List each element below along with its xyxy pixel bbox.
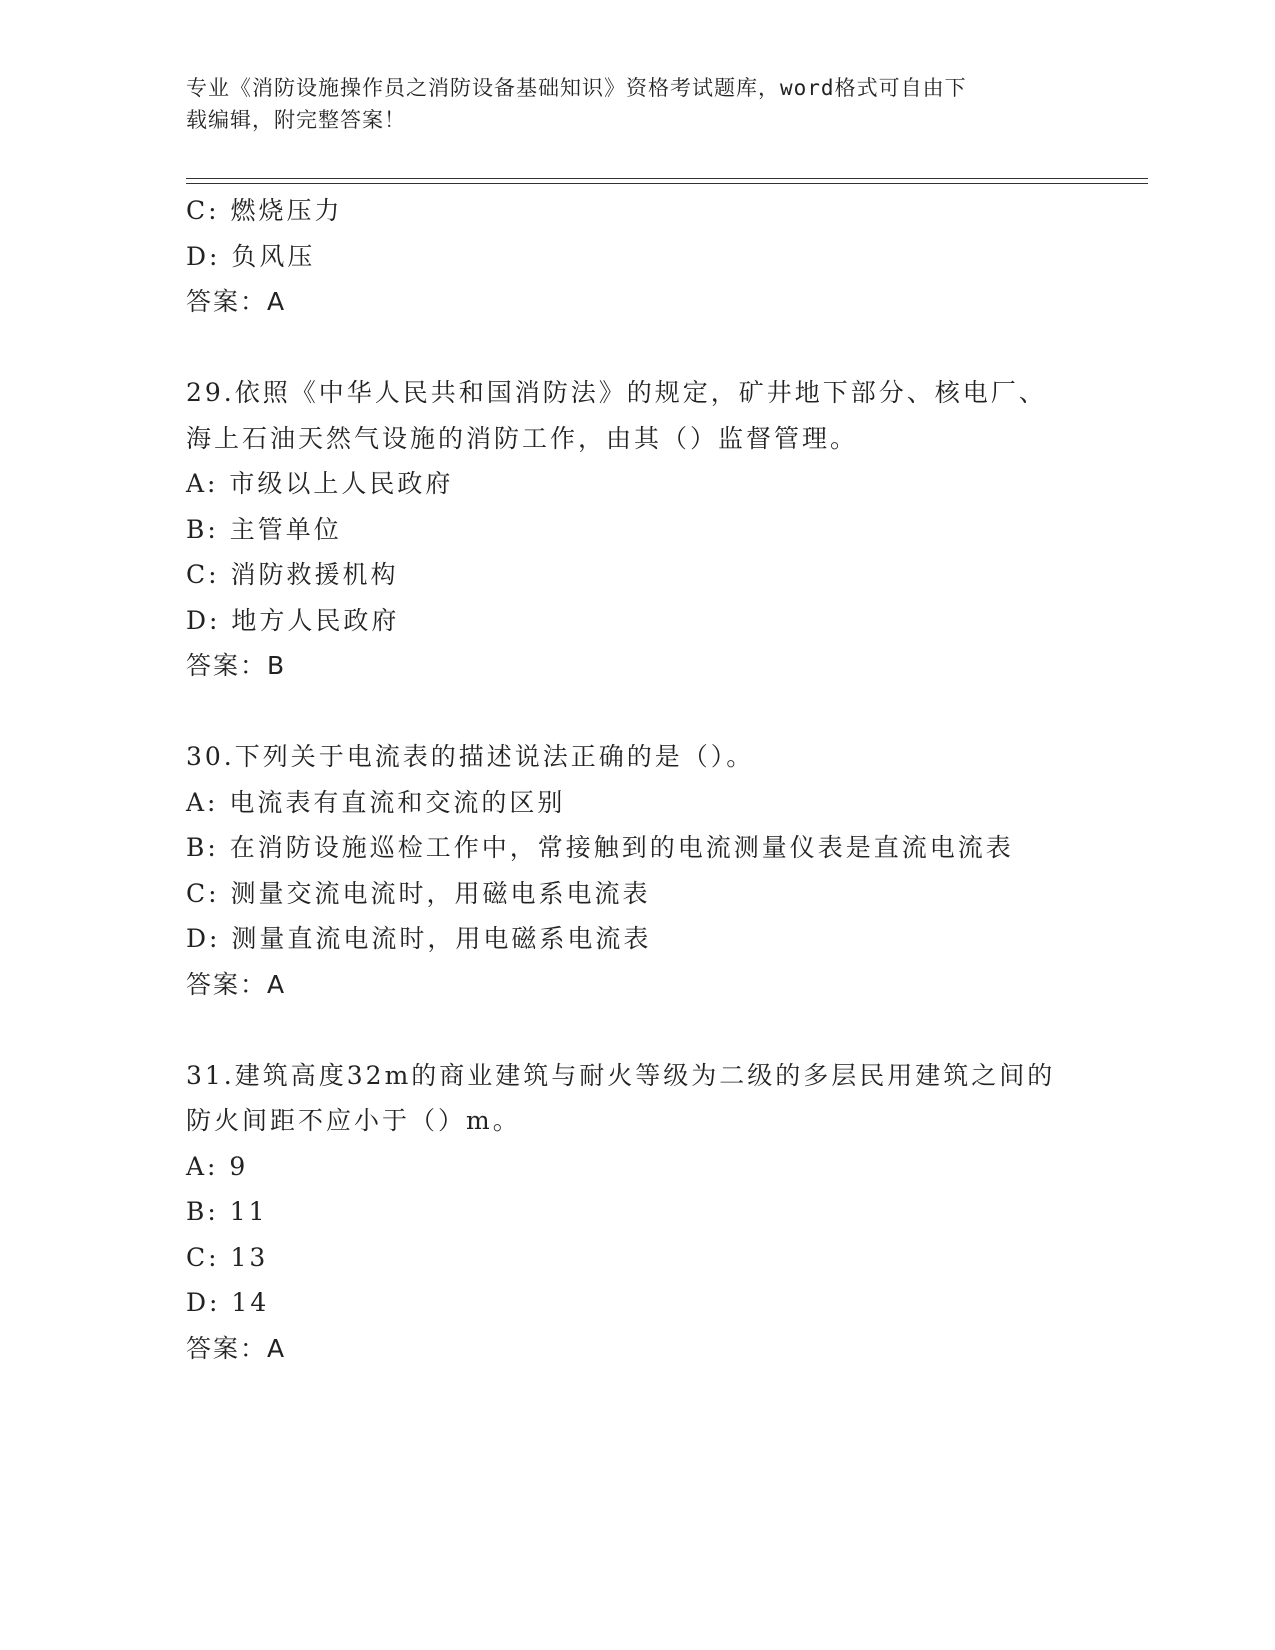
question-31 [186,1053,1086,1372]
answer-line: 答案：A [186,1333,287,1363]
option-d: D: 地方人民政府 [186,605,400,635]
header-line-1: 专业《消防设施操作员之消防设备基础知识》资格考试题库，word格式可自由下 [186,76,967,100]
option-a: A: 市级以上人民政府 [186,469,454,498]
page-header [186,72,1086,136]
answer-line: 答案：A [186,287,287,316]
question-stem-line-2: 海上石油天然气设施的消防工作，由其（）监督管理。 [186,423,859,453]
option-c: C: 燃烧压力 [186,196,343,225]
option-d: D: 负风压 [186,241,316,271]
question-content [186,188,1086,1371]
answer-line: 答案：A [186,969,287,999]
option-a: A: 9 [186,1151,249,1181]
option-b: B: 11 [186,1197,268,1226]
option-d: D: 14 [186,1288,270,1317]
option-d: D: 测量直流电流时，用电磁系电流表 [186,924,652,953]
spacer [186,325,1086,371]
question-29 [186,370,1086,689]
option-c: C: 13 [186,1242,269,1272]
spacer [186,1007,1086,1053]
option-b: B: 主管单位 [186,514,342,544]
question-stem-line-1: 31.建筑高度32m的商业建筑与耐火等级为二级的多层民用建筑之间的 [186,1060,1056,1090]
header-rule-bottom [186,183,1148,184]
header-rule-top [186,178,1148,179]
option-c: C: 消防救援机构 [186,560,399,589]
option-a: A: 电流表有直流和交流的区别 [186,787,566,817]
header-line-2: 载编辑，附完整答案！ [186,108,406,132]
question-stem-line-2: 防火间距不应小于（）m。 [186,1106,521,1135]
question-stem-line-1: 29.依照《中华人民共和国消防法》的规定，矿井地下部分、核电厂、 [186,378,1047,407]
question-30 [186,734,1086,1007]
answer-line: 答案：B [186,651,287,680]
option-c: C: 测量交流电流时，用磁电系电流表 [186,878,651,908]
question-stem-line-1: 30.下列关于电流表的描述说法正确的是（）。 [186,742,755,771]
option-b: B: 在消防设施巡检工作中，常接触到的电流测量仪表是直流电流表 [186,833,1014,862]
previous-question-fragment [186,188,1086,325]
spacer [186,689,1086,735]
